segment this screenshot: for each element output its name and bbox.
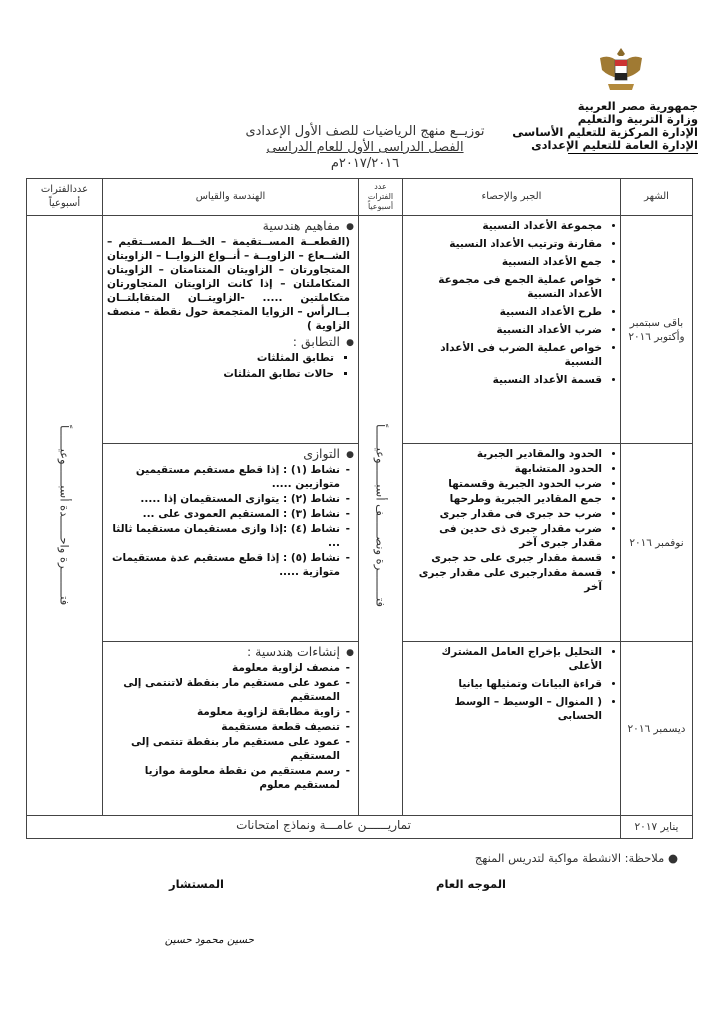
list-item: - عمود على مستقيم مار بنقطة لاتنتمى إلى المستقيم [107, 676, 340, 704]
list-item: • قسمة مقدارجبرى على مقدار جبرى آخر [407, 566, 602, 594]
periods-left-text: فتــــــــرة واحــــــدة أسبــــــوعيــــــاً [57, 425, 72, 606]
org-line-4: الإدارة العامة للتعليم الإعدادى [531, 138, 698, 152]
org-line-1: جمهورية مصر العربية [577, 99, 698, 113]
header-geometry: الهندسة والقياس [103, 179, 359, 216]
month-cell: يناير ٢٠١٧ [621, 816, 693, 839]
org-line-2: وزارة التربية والتعليم [577, 112, 698, 126]
list-item: • جمع المقادير الجبرية وطرحها [407, 492, 602, 506]
list-item: • ضرب حد جبرى فى مقدار جبرى [407, 507, 602, 521]
month-cell: باقى سبتمبر وأكتوبر ٢٠١٦ [621, 216, 693, 444]
periods-mid-cell [359, 216, 403, 816]
list-item: - نشاط (٣) : المستقيم العمودى على ... [107, 507, 340, 521]
org-underline [568, 153, 698, 154]
eagle-emblem-icon [596, 44, 646, 96]
list-item: - عمود على مستقيم مار بنقطة تنتمى إلى المستقيم [107, 735, 340, 763]
title-line-1: توزيــع منهج الرياضيات للصف الأول الإعدادى [245, 124, 485, 139]
geometry-paragraph: (القطعــة المســتقيمة – الخــط المســتقيم – الشــعاع – الزاويــة – أنــواع الزوايــا – الزاويتان المتجاورتان – الزاويتان المتتامتان – الزاويتان المتكاملتان – إذا كانت الزاويتان المتجاورتان متكاملتين ..... -الزاويتــان المتقابلتــان بــالرأس – الزوايا المتجمعة حول نقطة – منصف الزاوية ) [107, 236, 350, 332]
list-item: - زاوية مطابقة لزاوية معلومة [107, 705, 340, 719]
list-item: • جمع الأعداد النسبية [407, 255, 602, 269]
title-line-3: ٢٠١٧/٢٠١٦م [330, 156, 400, 171]
supervisor-label: الموجه العام [436, 877, 506, 891]
table-row [27, 216, 693, 444]
list-item: • خواص عملية الجمع فى مجموعة الأعداد النسبية [407, 273, 602, 301]
geometry-heading: ● مفاهيم هندسية [107, 219, 354, 233]
list-item: • خواص عملية الضرب فى الأعداد النسبية [407, 341, 602, 369]
geometry-heading: ● التطابق : [107, 335, 354, 349]
list-item: • التحليل بإخراج العامل المشترك الأعلى [407, 645, 602, 673]
geometry-cell [103, 216, 359, 444]
list-item: • ضرب الحدود الجبرية وقسمتها [407, 477, 602, 491]
advisor-label: المستشار [168, 877, 224, 891]
list-item: ▪ حالات تطابق المثلثات [107, 367, 334, 381]
list-item: • طرح الأعداد النسبية [407, 305, 602, 319]
header-month: الشهر [621, 179, 693, 216]
list-item: • مجموعة الأعداد النسبية [407, 219, 602, 233]
document-title [220, 124, 510, 172]
geometry-heading: ● إنشاءات هندسية : [107, 645, 354, 659]
list-item: • قسمة مقدار جبرى على حد جبرى [407, 551, 602, 565]
january-text: تماريــــــن عامـــة ونماذج امتحانات [27, 816, 621, 839]
list-item: - رسم مستقيم من نقطة معلومة موازيا لمستقيم معلوم [107, 764, 340, 792]
list-item: - منصف لزاوية معلومة [107, 661, 340, 675]
algebra-cell [403, 642, 621, 816]
list-item: ▪ تطابق المثلثات [107, 351, 334, 365]
geometry-heading: ● التوازى [107, 447, 354, 461]
list-item: • ضرب مقدار جبرى ذى حدين فى مقدار جبرى آخر [407, 522, 602, 550]
header-periods-mid: عدد الفترات أسبوعياً [359, 179, 403, 216]
list-item: • قراءة البيانات وتمثيلها بيانيا [407, 677, 602, 691]
org-line-3: الإدارة المركزية للتعليم الأساسى [512, 125, 698, 139]
signature-name: حسين محمود حسين [164, 934, 254, 946]
list-item: - نشاط (٢) : يتوازى المستقيمان إذا ..... [107, 492, 340, 506]
organization-header [488, 100, 698, 154]
list-item: • ضرب الأعداد النسبية [407, 323, 602, 337]
list-item: - نشاط (٥) : إذا قطع مستقيم عدة مستقيمات متوازية ..... [107, 551, 340, 579]
curriculum-table [26, 178, 693, 839]
list-item: - تنصيف قطعة مستقيمة [107, 720, 340, 734]
header-periods-left: عددالفترات أسبوعياً [27, 179, 103, 216]
list-item: • ( المنوال – الوسيط – الوسط الحسابى [407, 695, 602, 723]
list-item: • الحدود والمقادير الجبرية [407, 447, 602, 461]
periods-left-cell [27, 216, 103, 816]
algebra-cell [403, 216, 621, 444]
list-item: • مقارنة وترتيب الأعداد النسبية [407, 237, 602, 251]
header-algebra: الجبر والإحصاء [403, 179, 621, 216]
list-item: • الحدود المتشابهة [407, 462, 602, 476]
list-item: - نشاط (٤) :إذا وازى مستقيمان مستقيما ثالثا ... [107, 522, 340, 550]
table-row [27, 816, 693, 839]
algebra-cell [403, 444, 621, 642]
list-item: • قسمة الأعداد النسبية [407, 373, 602, 387]
geometry-cell [103, 444, 359, 642]
note-text: ● ملاحظة: الانشطة مواكبة لتدريس المنهج [474, 851, 678, 865]
title-line-2: الفصل الدراسى الأول للعام الدراسى [266, 140, 464, 155]
list-item: - نشاط (١) : إذا قطع مستقيم مستقيمين متوازيين ..... [107, 463, 340, 491]
month-cell: نوفمبر ٢٠١٦ [621, 444, 693, 642]
month-cell: ديسمبر ٢٠١٦ [621, 642, 693, 816]
table-header-row [27, 179, 693, 216]
periods-mid-text: فتــــــــرة ونصــــــف أسبــــــوعيــــــاً [373, 424, 388, 607]
geometry-cell [103, 642, 359, 816]
